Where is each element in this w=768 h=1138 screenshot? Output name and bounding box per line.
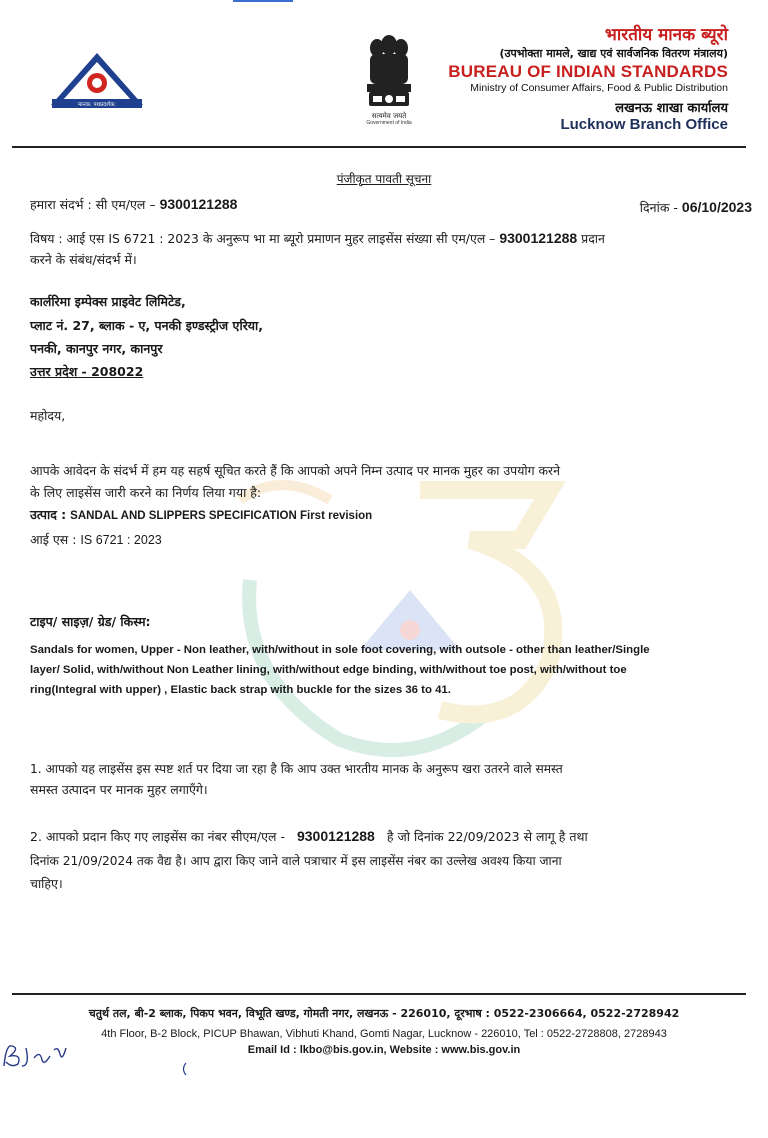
date-label: दिनांक - <box>639 200 678 215</box>
point2-line-3: चाहिए। <box>30 876 63 891</box>
date-line <box>640 197 752 218</box>
date-value: 06/10/2023 <box>681 199 752 215</box>
bis-name: BUREAU OF INDIAN STANDARDS <box>448 62 728 81</box>
header-divider <box>12 146 746 148</box>
top-edge-mark <box>233 0 293 2</box>
salutation: महोदय, <box>30 408 66 423</box>
bis-hindi-name: भारतीय मानक ब्यूरो <box>604 25 728 45</box>
subject-line-1 <box>30 228 605 249</box>
reference-label: हमारा संदर्भ : सी एम/एल – <box>30 197 156 212</box>
type-description <box>30 640 650 700</box>
national-emblem-icon <box>357 32 421 130</box>
point2-line-1 <box>30 826 588 847</box>
product-value: SANDAL AND SLIPPERS SPECIFICATION First revision <box>70 510 373 522</box>
address-line-3: पनकी, कानपुर नगर, कानपुर <box>30 341 163 356</box>
point2-license-number: 9300121288 <box>296 828 375 844</box>
document-title: पंजीकृत पावती सूचना <box>336 172 432 186</box>
type-heading: टाइप/ साइज़/ ग्रेड/ किस्म: <box>30 614 151 629</box>
product-line <box>30 505 372 526</box>
point1-line-1: 1. आपको यह लाइसेंस इस स्पष्ट शर्त पर दिया जा रहा है कि आप उक्त भारतीय मानक के अनुरूप खरा उतरने वाले समस्त <box>30 762 563 776</box>
type-line-3: ring(Integral with upper) , Elastic back strap with buckle for the sizes 36 to 41. <box>30 684 451 696</box>
point2-text-end: है जो दिनांक 22/09/2023 से लागू है तथा <box>386 829 588 844</box>
emblem-caption: Government of India <box>366 120 412 126</box>
subject-license-number: 9300121288 <box>499 230 578 246</box>
subject-text: विषय : आई एस IS 6721 : 2023 के अनुरूप भा मा ब्यूरो प्रमाणन मुहर लाइसेंस संख्या सी एम/एल – <box>30 231 496 246</box>
intro-line-2: के लिए लाइसेंस जारी करने का निर्णय लिया गया है: <box>30 485 262 500</box>
is-value: IS 6721 : 2023 <box>80 533 162 547</box>
is-line <box>30 530 162 550</box>
product-label: उत्पाद : <box>30 507 67 522</box>
emblem-motto: सत्यमेव जयते <box>371 112 407 120</box>
subject-text-end: प्रदान <box>581 231 605 246</box>
ministry-name: Ministry of Consumer Affairs, Food & Public Distribution <box>470 82 728 94</box>
type-line-2: layer/ Solid, with/without Non Leather lining, with/without edge binding, with/without toe post, with/without toe <box>30 664 627 676</box>
address-line-4: उत्तर प्रदेश - 208022 <box>30 364 144 379</box>
bis-logo-text: मानक: पथप्रदर्शक: <box>77 102 117 108</box>
point2-text: 2. आपको प्रदान किए गए लाइसेंस का नंबर सीएम/एल - <box>30 829 285 844</box>
subject-line-2: करने के संबंध/संदर्भ में। <box>30 252 137 267</box>
type-line-1: Sandals for women, Upper - Non leather, with/without in sole foot covering, with outsole - other than leather/Single <box>30 644 650 656</box>
reference-number: 9300121288 <box>159 196 238 212</box>
address-line-2: प्लाट नं. 27, ब्लाक - ए, पनकी इण्डस्ट्रीज एरिया, <box>30 318 264 333</box>
point1-line-2: समस्त उत्पादन पर मानक मुहर लगाएँगे। <box>30 782 208 797</box>
branch-hindi: लखनऊ शाखा कार्यालय <box>615 101 728 116</box>
reference-line <box>30 194 237 215</box>
footer-address-english: 4th Floor, B-2 Block, PICUP Bhawan, Vibhuti Khand, Gomti Nagar, Lucknow - 226010, Tel : 0522-2728808, 2728943 <box>101 1028 667 1040</box>
address-line-1: कार्लरिमा इम्पेक्स प्राइवेट लिमिटेड, <box>30 294 186 309</box>
ink-mark <box>180 1062 188 1076</box>
footer-address-hindi: चतुर्थ तल, बी-2 ब्लाक, पिकप भवन, विभूति खण्ड, गोमती नगर, लखनऊ - 226010, दूरभाष : 0522-2306664, 0522-2728942 <box>88 1007 680 1020</box>
footer-divider <box>12 993 746 995</box>
branch-name: Lucknow Branch Office <box>560 116 728 133</box>
is-label: आई एस : <box>30 532 77 547</box>
handwritten-signature <box>0 1036 70 1072</box>
footer-contact: Email Id : lkbo@bis.gov.in, Website : www.bis.gov.in <box>247 1044 521 1056</box>
ministry-hindi: (उपभोक्ता मामले, खाद्य एवं सार्वजनिक वितरण मंत्रालय) <box>499 47 728 60</box>
point2-line-2: दिनांक 21/09/2024 तक वैद्य है। आप द्वारा किए जाने वाले पत्राचार में इस लाइसेंस नंबर का उल्लेख अवश्य किया जाना <box>30 854 562 868</box>
intro-line-1: आपके आवेदन के संदर्भ में हम यह सहर्ष सूचित करते हैं कि आपको अपने निम्न उत्पाद पर मानक मुहर का उपयोग करने <box>30 463 560 478</box>
bis-logo <box>48 50 146 116</box>
